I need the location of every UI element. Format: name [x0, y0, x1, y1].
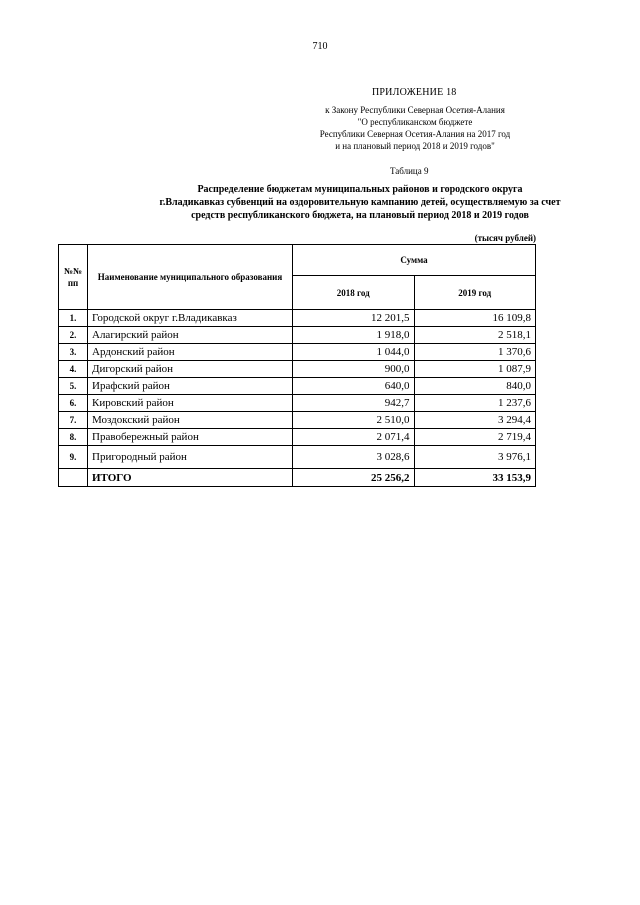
- header-sum: Сумма: [293, 245, 536, 276]
- document-title: [60, 183, 640, 222]
- row-2019: 840,0: [414, 378, 536, 395]
- law-reference-line: "О республиканском бюджете: [357, 117, 473, 127]
- row-2018: 12 201,5: [293, 310, 415, 327]
- row-2019: 1 237,6: [414, 395, 536, 412]
- row-num: 4.: [59, 361, 88, 378]
- row-2018: 3 028,6: [293, 446, 415, 469]
- table-row: [59, 429, 536, 446]
- header-2019: 2019 год: [414, 276, 536, 310]
- law-reference-line: Республики Северная Осетия-Алания на 2017 год: [319, 129, 511, 139]
- row-num: 7.: [59, 412, 88, 429]
- total-2018: 25 256,2: [293, 469, 415, 487]
- row-num: 3.: [59, 344, 88, 361]
- row-2018: 640,0: [293, 378, 415, 395]
- header-num: №№ пп: [59, 245, 88, 310]
- table-row: [59, 395, 536, 412]
- row-name: Ардонский район: [88, 344, 293, 361]
- row-2019: 2 719,4: [414, 429, 536, 446]
- units-label: (тысяч рублей): [474, 233, 536, 243]
- table-label: Таблица 9: [390, 166, 429, 176]
- subventions-table: [58, 244, 536, 487]
- row-2019: 3 294,4: [414, 412, 536, 429]
- document-title-line: средств республиканского бюджета, на плановый период 2018 и 2019 годов: [191, 210, 529, 221]
- row-name: Правобережный район: [88, 429, 293, 446]
- row-2018: 2 510,0: [293, 412, 415, 429]
- table-row: [59, 378, 536, 395]
- law-reference-line: и на плановый период 2018 и 2019 годов": [335, 141, 495, 151]
- row-2019: 3 976,1: [414, 446, 536, 469]
- table-row: [59, 310, 536, 327]
- document-title-line: Распределение бюджетам муниципальных районов и городского округа: [197, 184, 523, 195]
- row-2019: 2 518,1: [414, 327, 536, 344]
- row-name: Дигорский район: [88, 361, 293, 378]
- total-label: ИТОГО: [88, 469, 293, 487]
- row-2018: 900,0: [293, 361, 415, 378]
- law-reference: [290, 104, 540, 152]
- appendix-title: ПРИЛОЖЕНИЕ 18: [372, 87, 457, 98]
- document-title-line: г.Владикавказ субвенций на оздоровительную кампанию детей, осуществляемую за счет: [159, 197, 561, 208]
- row-num: 2.: [59, 327, 88, 344]
- row-name: Городской округ г.Владикавказ: [88, 310, 293, 327]
- row-num: 9.: [59, 446, 88, 469]
- row-name: Кировский район: [88, 395, 293, 412]
- row-2019: 1 370,6: [414, 344, 536, 361]
- row-name: Алагирский район: [88, 327, 293, 344]
- row-num: 8.: [59, 429, 88, 446]
- total-2019: 33 153,9: [414, 469, 536, 487]
- row-2018: 942,7: [293, 395, 415, 412]
- row-name: Моздокский район: [88, 412, 293, 429]
- row-2019: 16 109,8: [414, 310, 536, 327]
- row-num: 1.: [59, 310, 88, 327]
- table-row: [59, 446, 536, 469]
- row-2019: 1 087,9: [414, 361, 536, 378]
- row-num: 5.: [59, 378, 88, 395]
- header-2018: 2018 год: [293, 276, 415, 310]
- table-row: [59, 327, 536, 344]
- row-2018: 1 044,0: [293, 344, 415, 361]
- row-name: Пригородный район: [88, 446, 293, 469]
- total-num-cell: [59, 469, 88, 487]
- row-2018: 2 071,4: [293, 429, 415, 446]
- table-row: [59, 412, 536, 429]
- table-row: [59, 361, 536, 378]
- row-name: Ирафский район: [88, 378, 293, 395]
- total-row: [59, 469, 536, 487]
- row-num: 6.: [59, 395, 88, 412]
- header-row: [59, 245, 536, 276]
- row-2018: 1 918,0: [293, 327, 415, 344]
- table-row: [59, 344, 536, 361]
- law-reference-line: к Закону Республики Северная Осетия-Алания: [325, 105, 505, 115]
- page-number: 710: [312, 41, 328, 52]
- header-name: Наименование муниципального образования: [88, 245, 293, 310]
